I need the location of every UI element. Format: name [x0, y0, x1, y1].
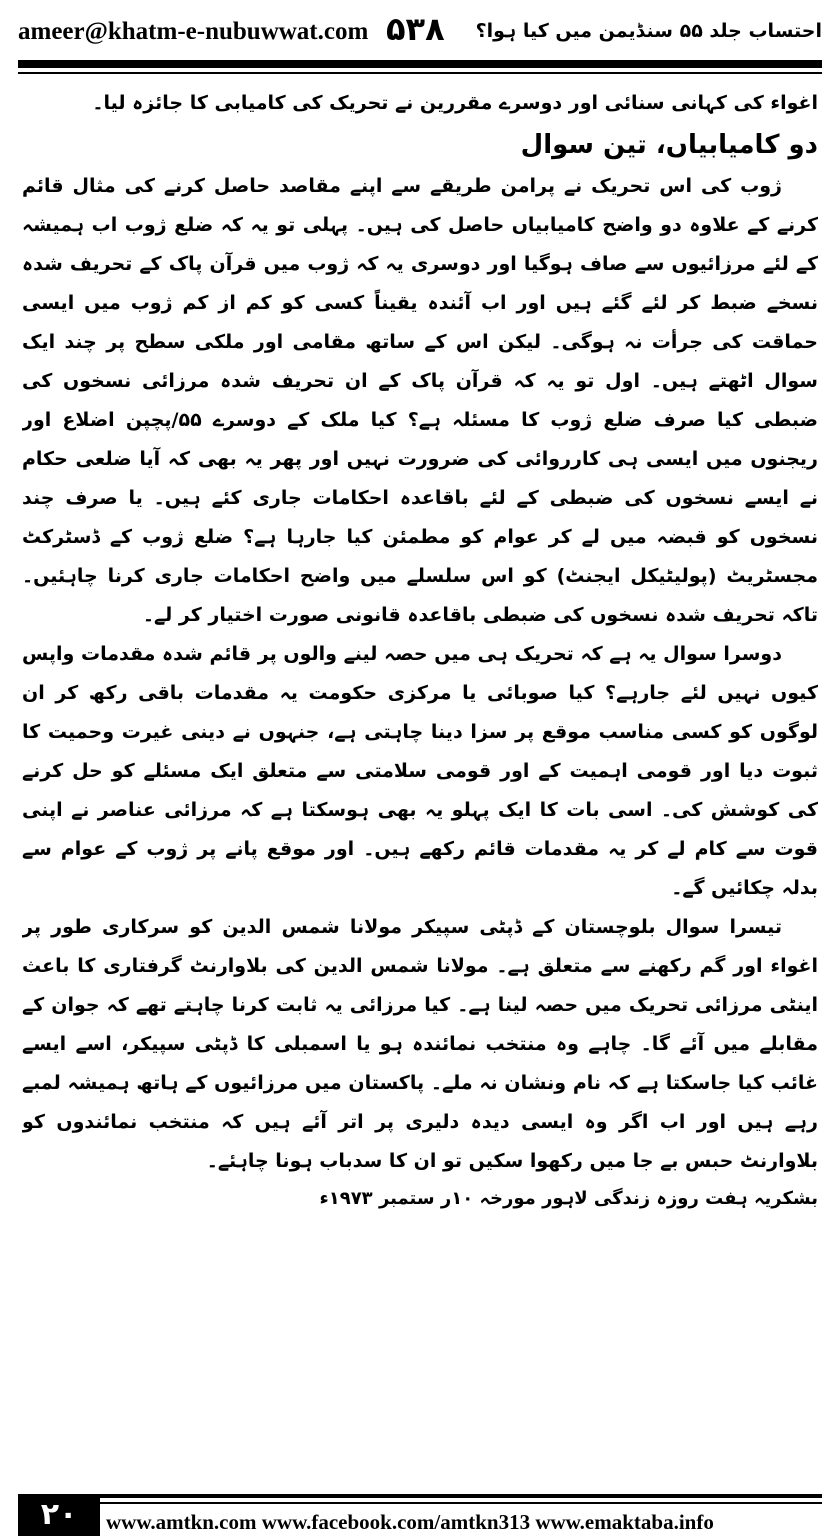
article-body	[22, 84, 818, 1444]
intro-line: اغواء کی کہانی سنائی اور دوسرے مقررین نے تحریک کی کامیابی کا جائزہ لیا۔	[92, 92, 818, 114]
source-credit: بشکریہ ہفت روزہ زندگی لاہور مورخہ ۱۰ر ستمبر ۱۹۷۳ء	[319, 1188, 818, 1209]
header-page-number: ۵۳۸	[386, 10, 445, 48]
footer-page-number: ۲۰	[18, 1494, 100, 1536]
paragraph-3: تیسرا سوال بلوچستان کے ڈپٹی سپیکر مولانا شمس الدین کو سرکاری طور پر اغواء اور گم رکھنے سے متعلق ہے۔ مولانا شمس الدین کی بلاوارنٹ گرفتاری کا باعث اینٹی مرزائی تحریک میں حصہ لینا ہے۔ کیا مرزائی یہ ثابت کرنا چاہتے تھے کہ جوان کے مقابلے میں آئے گا۔ چاہے وہ منتخب نمائندہ ہو یا اسمبلی کا ڈپٹی سپیکر، اسے ایسے غائب کیا جاسکتا ہے کہ نام ونشان نہ ملے۔ پاکستان میں مرزائیوں کے ہاتھ ہمیشہ لمبے رہے ہیں اور اب اگر وہ ایسی دیدہ دلیری پر اتر آئے ہیں کہ منتخب نمائندوں کو بلاوارنٹ حبس بے جا میں رکھوا سکیں تو ان کا سدباب ہونا چاہئے۔	[22, 916, 818, 1172]
paragraph-1: ژوب کی اس تحریک نے پرامن طریقے سے اپنے مقاصد حاصل کرنے کی مثال قائم کرنے کے علاوہ دو واضح کامیابیاں حاصل کی ہیں۔ پہلی تو یہ کہ ضلع ژوب اب ہمیشہ کے لئے مرزائیوں سے صاف ہوگیا اور دوسری یہ کہ ژوب میں قرآن پاک کے تحریف شدہ نسخے ضبط کر لئے گئے ہیں اور اب آئندہ یقیناً کسی کو کم از کم ژوب میں ایسی حماقت کی جرأت نہ ہوگی۔ لیکن اس کے ساتھ مقامی اور ملکی سطح پر چند ایک سوال اٹھتے ہیں۔ اول تو یہ کہ قرآن پاک کے ان تحریف شدہ مرزائی نسخوں کی ضبطی کیا صرف ضلع ژوب کا مسئلہ ہے؟ کیا ملک کے دوسرے ۵۵/پچپن اضلاع اور ریجنوں میں ایسی ہی کارروائی کی ضرورت نہیں اور پھر یہ بھی کہ آیا ضلعی حکام نے ایسے نسخوں کی ضبطی کے لئے باقاعدہ احکامات جاری کئے ہیں۔ یا صرف چند نسخوں کو قبضہ میں لے کر عوام کو مطمئن کیا جارہا ہے؟ ضلع ژوب کے ڈسٹرکٹ مجسٹریٹ (پولیٹیکل ایجنٹ) کو اس سلسلے میں واضح احکامات جاری کرنا چاہئیں۔ تاکہ تحریف شدہ نسخوں کی ضبطی باقاعدہ قانونی صورت اختیار کر لے۔	[22, 175, 818, 626]
header-rule-thick	[18, 60, 822, 68]
header-email[interactable]: ameer@khatm-e-nubuwwat.com	[18, 18, 369, 45]
header-title: احتساب جلد ۵۵ سنڈیمن میں کیا ہوا؟	[475, 20, 822, 42]
footer-links[interactable]: www.amtkn.com www.facebook.com/amtkn313 www.emaktaba.info	[106, 1510, 714, 1534]
footer-rule-thick	[100, 1494, 822, 1498]
footer-rule-thin	[100, 1502, 822, 1504]
paragraph-2: دوسرا سوال یہ ہے کہ تحریک ہی میں حصہ لینے والوں پر قائم شدہ مقدمات واپس کیوں نہیں لئے جارہے؟ کیا صوبائی یا مرکزی حکومت یہ مقدمات باقی رکھ کر ان لوگوں کو کسی مناسب موقع پر سزا دینا چاہتی ہے، جنہوں نے دینی غیرت وحمیت کا ثبوت دیا اور قومی اہمیت کے اور قومی سلامتی سے متعلق ایک مسئلے کو حل کرنے کی کوشش کی۔ اسی بات کا ایک پہلو یہ بھی ہوسکتا ہے کہ مرزائی عناصر نے اپنی قوت سے کام لے کر یہ مقدمات قائم رکھے ہیں۔ اور موقع پانے پر ژوب کے عوام سے بدلہ چکائیں گے۔	[22, 643, 818, 899]
page-header	[18, 8, 822, 58]
section-heading: دو کامیابیاں، تین سوال	[520, 130, 818, 160]
header-rule-thin	[18, 72, 822, 74]
